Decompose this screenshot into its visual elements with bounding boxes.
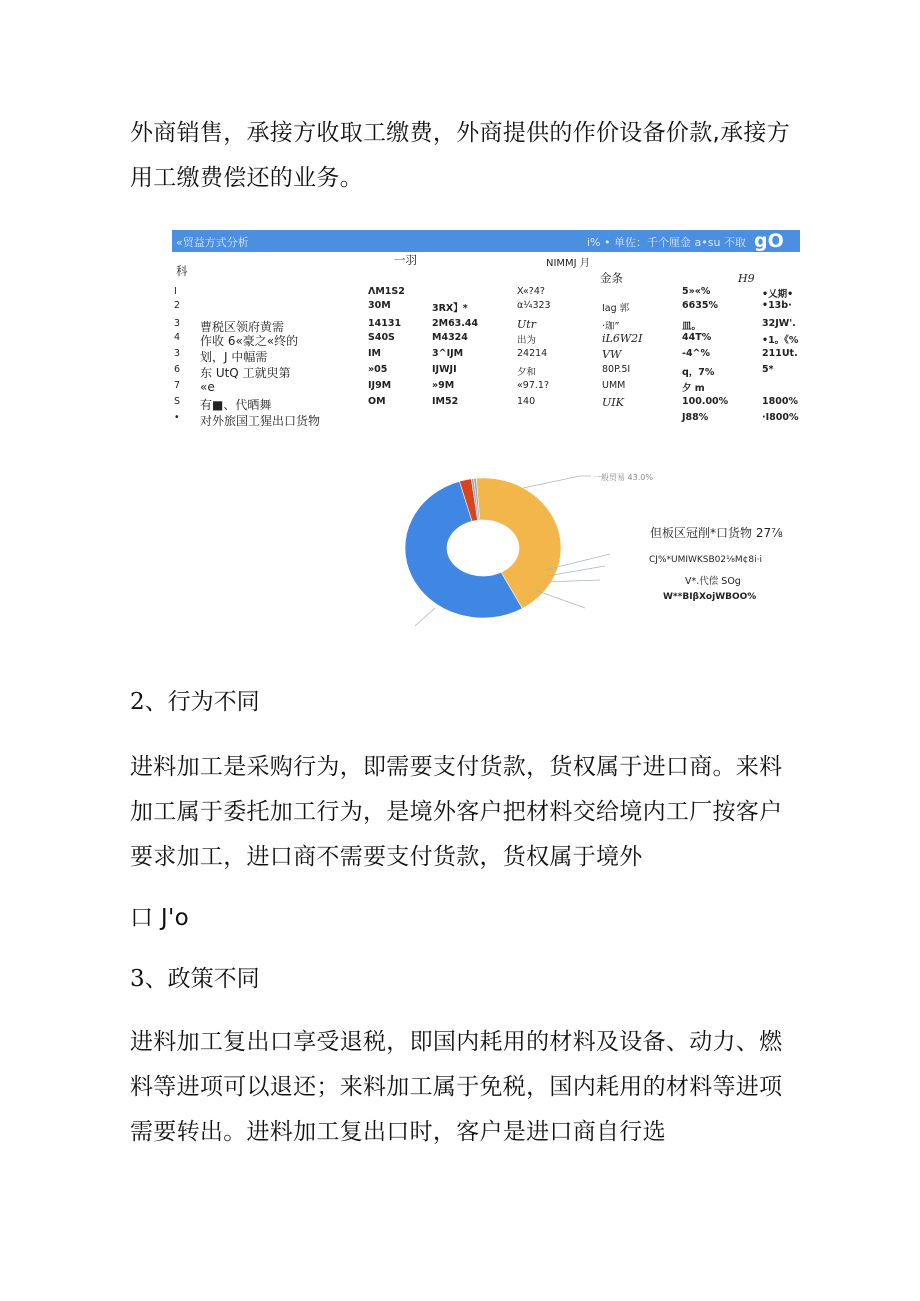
trade-share-pie-figure xyxy=(395,458,815,638)
section2-paragraph xyxy=(130,745,810,880)
table-cell: 44T% xyxy=(682,332,712,343)
table-cell: 24214 xyxy=(517,348,548,359)
table-cell: •1。《% xyxy=(762,335,799,346)
table-cell: «97.1? xyxy=(517,380,550,391)
table-cell: UMM xyxy=(602,380,626,391)
table-cell: M4324 xyxy=(432,332,468,343)
table-cell: 3RX】* xyxy=(432,303,468,314)
table-cell: 夕和 xyxy=(517,367,537,378)
pie-label: 但板区冠削*口货物 27⅞ xyxy=(650,526,783,540)
table-cell: 140 xyxy=(517,396,536,407)
table-cell: -4^% xyxy=(682,348,711,359)
table-header-cell: NIMMJ 月 xyxy=(546,258,590,269)
table-cell: 7 xyxy=(174,380,181,391)
section-heading: 3、政策不同 xyxy=(130,966,260,992)
text-line: 进料加工是采购行为，即需要支付货款，货权属于进口商。来料 xyxy=(130,754,783,780)
table-cell: 6635% xyxy=(682,300,718,311)
table-cell: X«?4? xyxy=(517,286,545,297)
table-cell: •13b· xyxy=(762,300,792,311)
table-corner-label: gO xyxy=(754,230,784,252)
table-cell: 夕 m xyxy=(682,383,705,394)
leader-line xyxy=(523,476,591,488)
table-cell: 对外旅国工猩出口货物 xyxy=(200,414,321,428)
table-cell: 3 xyxy=(174,318,181,329)
pie-label: CJ%*UMIWKSB02⅛M¢8i·i xyxy=(649,555,762,565)
table-cell: IM xyxy=(368,348,381,359)
table-cell: α¼323 xyxy=(517,300,551,311)
table-cell: 2 xyxy=(174,300,181,311)
table-unit: i% • 单佐：千个厘金 a•su 不取 xyxy=(587,236,746,249)
pie-label: W**BIβXojWBOO% xyxy=(663,592,757,602)
text-line: 用工缴费偿还的业务。 xyxy=(130,165,363,191)
table-cell: OM xyxy=(368,396,386,407)
leader-line xyxy=(535,590,585,608)
table-cell: 划，J 中幅需 xyxy=(200,350,268,364)
table-cell: «e xyxy=(200,380,215,394)
table-cell: 32JW'. xyxy=(762,318,796,329)
table-cell: 曹税区领府黄需 xyxy=(200,320,285,334)
table-cell: 5* xyxy=(762,364,774,375)
text-line: 加工属于委托加工行为，是境外客户把材料交给境内工厂按客户 xyxy=(130,799,783,825)
table-cell: • xyxy=(174,412,180,423)
table-cell: •乂期• xyxy=(762,289,794,300)
text-line: 料等进项可以退还；来料加工属于免税，国内耗用的材料等进项 xyxy=(130,1074,783,1100)
table-cell: Utr xyxy=(517,318,536,331)
table-cell: ·I800% xyxy=(762,412,799,423)
table-cell: Iag 郭 xyxy=(602,303,630,314)
table-cell: 211Ut. xyxy=(762,348,798,359)
table-cell: 作收 6«豪之«终的 xyxy=(200,334,299,348)
table-cell: 14131 xyxy=(368,318,402,329)
section2-tail: 口 J'o xyxy=(130,905,189,931)
table-cell: I xyxy=(174,286,177,297)
table-cell: 东 UtQ 工就臾第 xyxy=(200,366,291,380)
table-cell: 5»«% xyxy=(682,286,711,297)
pie-chart xyxy=(395,458,815,638)
table-cell: »05 xyxy=(368,364,388,375)
table-cell: 2M63.44 xyxy=(432,318,479,329)
table-cell: 100.00% xyxy=(682,396,729,407)
table-cell: IJ9M xyxy=(368,380,392,391)
table-cell: 3^IJM xyxy=(432,348,464,359)
trade-method-table-figure xyxy=(172,230,800,430)
table-cell: 出为 xyxy=(517,335,537,346)
leader-line xyxy=(415,608,435,626)
table-cell: IJWJI xyxy=(432,364,457,375)
intro-paragraph xyxy=(130,111,810,201)
table-header-cell: 科 xyxy=(176,264,188,278)
leader-line xyxy=(545,580,600,582)
table-cell: 有■、代晒舞 xyxy=(200,398,272,412)
text-line: 要求加工，进口商不需要支付货款，货权属于境外 xyxy=(130,844,643,870)
table-cell: VW xyxy=(602,348,622,361)
table-cell: S xyxy=(174,396,181,407)
table-cell: q，7% xyxy=(682,367,715,378)
section3-paragraph xyxy=(130,1020,810,1155)
table-cell: 4 xyxy=(174,332,181,343)
text-line: 外商销售，承接方收取工缴费，外商提供的作价设备价款,承接方 xyxy=(130,120,791,146)
table-cell: 6 xyxy=(174,364,181,375)
table-cell: 80P.5I xyxy=(602,364,631,375)
table-cell: IM52 xyxy=(432,396,459,407)
table-cell: S40S xyxy=(368,332,395,343)
table-cell: 3 xyxy=(174,348,181,359)
table-cell: ·珈” xyxy=(602,321,620,332)
table-cell: J88% xyxy=(682,412,709,423)
table-header-cell: H9 xyxy=(738,272,755,285)
table-cell: ΛM1S2 xyxy=(368,286,405,297)
section-heading: 2、行为不同 xyxy=(130,689,260,715)
table-title-bar xyxy=(172,230,800,252)
table-cell: iL6W2I xyxy=(602,332,643,345)
table-title: «贸益方式分析 xyxy=(176,236,249,249)
table-cell: 30M xyxy=(368,300,391,311)
table-cell: 皿。 xyxy=(682,321,702,332)
table-cell: »9M xyxy=(432,380,455,391)
table-cell: UIK xyxy=(602,396,624,409)
table-header-cell: 一羽 xyxy=(394,253,417,267)
pie-label: V*.代偿 SOg xyxy=(685,576,741,587)
table-header-cell: 金条 xyxy=(600,271,623,285)
table-cell: 1800% xyxy=(762,396,798,407)
text-line: 进料加工复出口享受退税，即国内耗用的材料及设备、动力、燃 xyxy=(130,1029,783,1055)
text-line: 需要转出。进料加工复出口时，客户是进口商自行选 xyxy=(130,1119,666,1145)
pie-label-top: 一般贸易 43.0% xyxy=(593,473,653,482)
